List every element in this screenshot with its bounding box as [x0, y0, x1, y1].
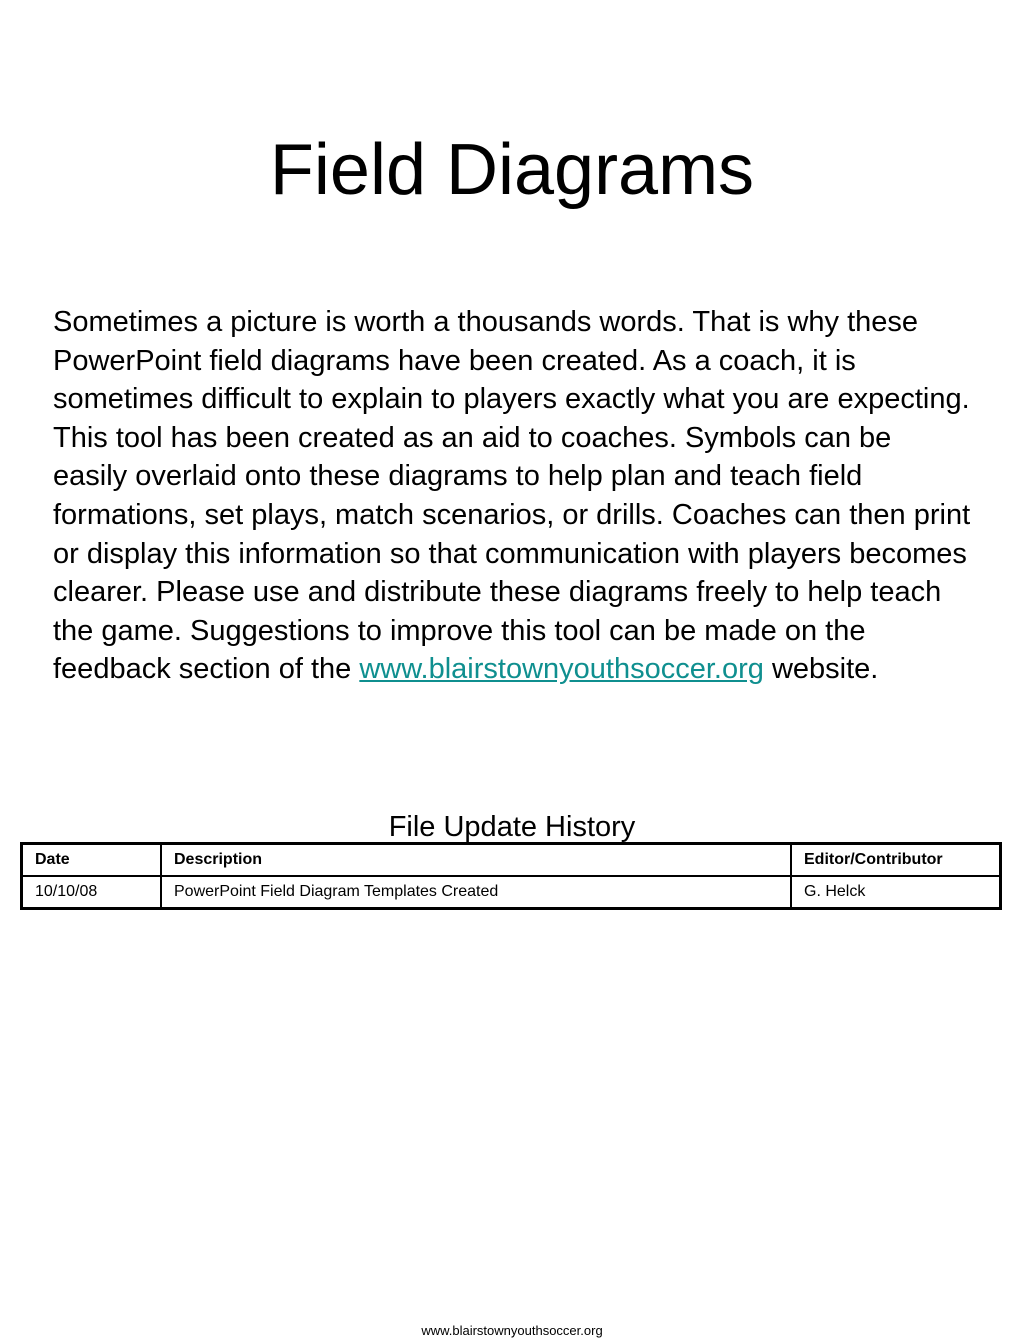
header-description: Description [161, 844, 791, 877]
row-editor: G. Helck [791, 876, 1001, 909]
row-description: PowerPoint Field Diagram Templates Created [161, 876, 791, 909]
table-row [22, 876, 1001, 909]
page-title: Field Diagrams [269, 130, 755, 210]
website-link[interactable]: www.blairstownyouthsoccer.org [359, 653, 764, 686]
intro-paragraph [53, 303, 973, 689]
header-date: Date [22, 844, 162, 877]
header-editor: Editor/Contributor [791, 844, 1001, 877]
history-caption: File Update History [388, 811, 636, 843]
intro-text-after-link: website. [763, 653, 879, 686]
intro-text-before-link: Sometimes a picture is worth a thousands words. That is why these PowerPoint field diagrams have been created. As a coach, it is sometimes difficult to explain to players exactly what you are expecting. This tool has been created as an aid to coaches. Symbols can be easily overlaid onto these diagrams to help plan and teach field formations, set plays, match scenarios, or drills. Coaches can then print or display this information so that communication with players becomes clearer. Please use and distribute these diagrams freely to help teach the game. Suggestions to improve this tool can be made on the feedback section of the [53, 306, 971, 686]
row-date: 10/10/08 [22, 876, 162, 909]
footer-url: www.blairstownyouthsoccer.org [421, 1323, 603, 1338]
history-header-row [22, 844, 1001, 877]
history-table [20, 842, 1002, 910]
